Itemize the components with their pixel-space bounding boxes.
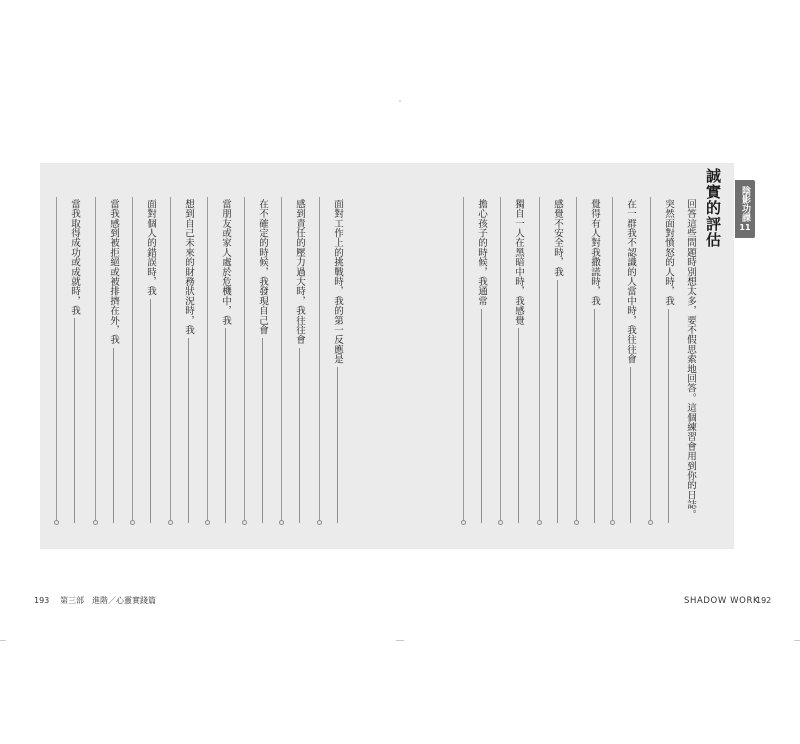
answer-line [56,197,57,520]
left-page-number: 193 [34,596,50,605]
line-end-mark [461,520,466,525]
prompt-column [661,199,675,523]
line-end-mark [205,520,210,525]
prompt-text: 獨自一人在黑暗中時，我感覺 [513,199,524,326]
prompt-text: 突然面對憤怒的人時，我 [663,199,674,306]
right-page-number: 192 [756,596,772,605]
line-end-mark [317,520,322,525]
answer-line [481,309,482,523]
answer-line [207,197,208,520]
line-end-mark [242,520,247,525]
right-running-header: SHADOW WORK [684,596,760,606]
answer-line [188,338,189,523]
prompt-column [143,199,157,523]
prompt-text: 感覺不安全時，我 [552,199,563,277]
answer-line [463,197,464,520]
prompt-text: 當我取得成功或成就時，我 [69,199,80,316]
answer-line [150,299,151,523]
line-end-mark [610,520,615,525]
left-running-header: 第三部 進階／心靈實踐篇 [60,596,156,605]
answer-line [650,197,651,520]
line-end-mark [168,520,173,525]
answer-line [113,348,114,524]
answer-line [244,197,245,520]
line-end-mark [648,520,653,525]
answer-line [132,197,133,520]
answer-line [557,280,558,523]
answer-line [594,309,595,523]
prompt-text: 擔心孩子的時候，我通常 [476,199,487,306]
chapter-tab-label: 陰影功課 [740,185,750,222]
chapter-tab [735,180,755,238]
answer-line [668,309,669,523]
crop-mark [0,640,6,641]
answer-line [500,197,501,520]
line-end-mark [279,520,284,525]
instructions-text: 回答這些問題時別想太多，要不假思索地回答。這個練習會用到你的日誌。 [685,199,696,520]
prompt-text: 想到自己未來的財務狀況時，我 [183,199,194,335]
answer-line [576,197,577,520]
prompt-column [255,199,269,523]
section-title: 誠實的評估 [704,168,722,248]
prompt-column [474,199,488,523]
prompt-column [623,199,637,523]
prompt-text: 面對個人的錯誤時，我 [145,199,156,296]
answer-line [319,197,320,520]
answer-line [225,328,226,523]
answer-line [299,348,300,524]
prompt-column [218,199,232,523]
prompt-text: 當我感到被拒絕或被排擠在外，我 [108,199,119,345]
prompt-column [292,199,306,523]
crop-mark [396,640,404,641]
prompt-column [511,199,525,523]
answer-line [74,318,75,523]
prompt-column [587,199,601,523]
answer-line [281,197,282,520]
prompt-text: 在不確定的時候，我發現自己會 [257,199,268,335]
prompt-column [67,199,81,523]
prompt-text: 面對工作上的挑戰時，我的第一反應是 [332,199,343,364]
prompt-text: 覺得有人對我撒謊時，我 [589,199,600,306]
line-end-mark [93,520,98,525]
answer-line [539,197,540,520]
line-end-mark [498,520,503,525]
prompt-column [330,199,344,523]
answer-line [262,338,263,523]
answer-line [630,367,631,523]
line-end-mark [130,520,135,525]
prompt-text: 在一群我不認識的人當中時，我往往會 [625,199,636,364]
line-end-mark [54,520,59,525]
answer-line [337,367,338,523]
prompt-text: 感到責任的壓力過大時，我往往會 [294,199,305,345]
line-end-mark [537,520,542,525]
prompt-text: 當朋友或家人處於危機中，我 [220,199,231,326]
answer-line [95,197,96,520]
prompt-column [550,199,564,523]
answer-line [170,197,171,520]
answer-line [612,197,613,520]
prompt-column [106,199,120,523]
chapter-tab-number: 11 [739,222,751,232]
prompt-column [181,199,195,523]
line-end-mark [574,520,579,525]
crop-mark [794,640,800,641]
crop-mark [399,100,401,102]
answer-line [518,328,519,523]
